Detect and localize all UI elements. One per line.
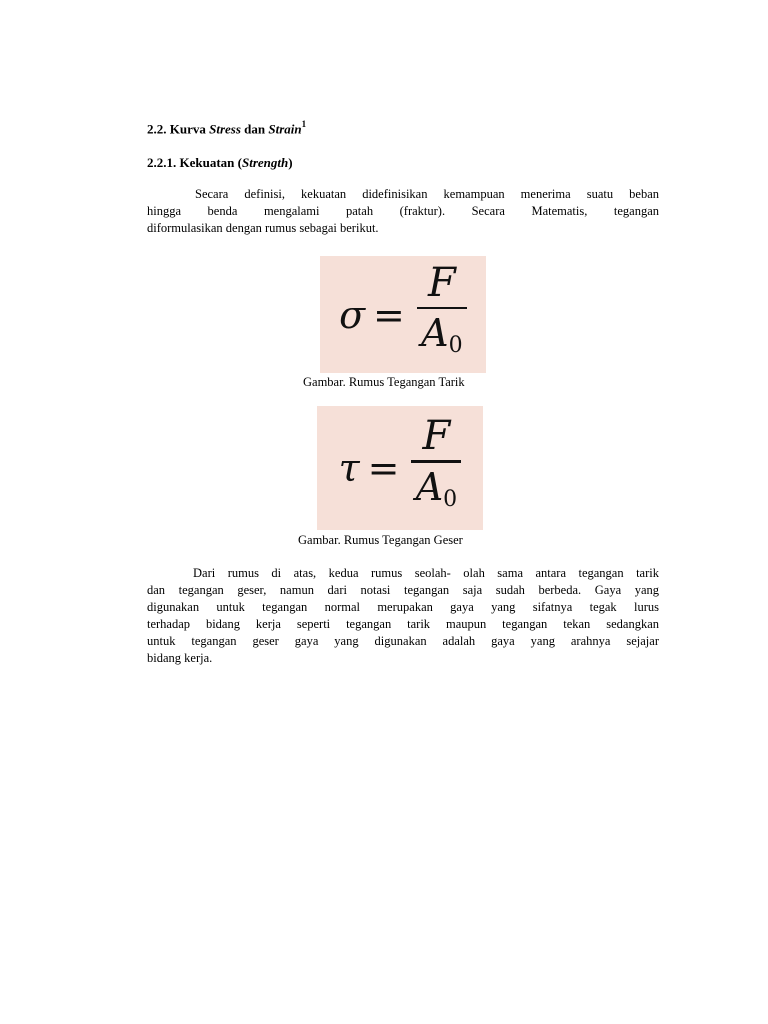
denominator-letter: A xyxy=(415,464,444,509)
footnote-mark: 1 xyxy=(301,119,307,129)
section-title-stress: Stress xyxy=(209,121,241,137)
fraction-bar xyxy=(417,307,467,310)
formula-shear-stress xyxy=(317,406,483,530)
section-number: 2.2. xyxy=(147,121,167,137)
caption-shear: Gambar. Rumus Tegangan Geser xyxy=(298,533,463,547)
formula-expression xyxy=(339,414,462,522)
denominator xyxy=(421,311,462,368)
fraction xyxy=(417,261,467,369)
equals-sign: = xyxy=(373,292,405,337)
section-title-strain: Strain xyxy=(268,121,302,137)
denominator xyxy=(416,465,457,522)
formula-expression xyxy=(339,261,467,369)
section-heading xyxy=(147,120,306,137)
section-title-mid: dan xyxy=(244,121,266,137)
subsection-title-strength: Strength xyxy=(241,155,289,170)
paragraph-line: Secara definisi, kekuatan didefinisikan kemampuan menerima suatu beban xyxy=(195,187,659,201)
subsection-heading xyxy=(147,155,293,171)
denominator-subscript: 0 xyxy=(448,333,463,359)
paragraph-line: terhadap bidang kerja seperti tegangan tarik maupun tegangan tekan sedangkan xyxy=(147,617,659,631)
paragraph-definition xyxy=(147,186,659,237)
section-title-prefix: Kurva xyxy=(169,121,206,137)
denominator-letter: A xyxy=(421,311,449,356)
numerator: F xyxy=(422,413,451,460)
paragraph-comparison xyxy=(147,565,659,667)
paragraph-line: dan tegangan geser, namun dari notasi tegangan saja sudah berbeda. Gaya yang xyxy=(147,583,659,597)
fraction xyxy=(411,414,461,522)
denominator-subscript: 0 xyxy=(443,486,458,512)
paragraph-line: digunakan untuk tegangan normal merupakan gaya yang sifatnya tegak lurus xyxy=(147,600,659,614)
tau-symbol: τ xyxy=(338,446,360,490)
paragraph-line: untuk tegangan geser gaya yang digunakan adalah gaya yang arahnya sejajar xyxy=(147,634,659,648)
paragraph-line: diformulasikan dengan rumus sebagai berikut. xyxy=(147,221,379,235)
paragraph-line: bidang kerja. xyxy=(147,651,213,665)
paragraph-line: Dari rumus di atas, kedua rumus seolah- olah sama antara tegangan tarik xyxy=(193,566,659,580)
equals-sign: = xyxy=(367,446,400,490)
paragraph-line: hingga benda mengalami patah (fraktur). Secara Matematis, tegangan xyxy=(147,204,659,218)
subsection-title-prefix: Kekuatan ( xyxy=(179,155,242,170)
subsection-title-suffix: ) xyxy=(288,155,293,170)
subsection-number: 2.2.1. xyxy=(147,155,177,170)
formula-tensile-stress xyxy=(320,256,486,373)
fraction-bar xyxy=(411,460,461,463)
sigma-symbol: σ xyxy=(339,292,366,337)
caption-tensile: Gambar. Rumus Tegangan Tarik xyxy=(303,375,465,389)
numerator: F xyxy=(428,259,456,306)
